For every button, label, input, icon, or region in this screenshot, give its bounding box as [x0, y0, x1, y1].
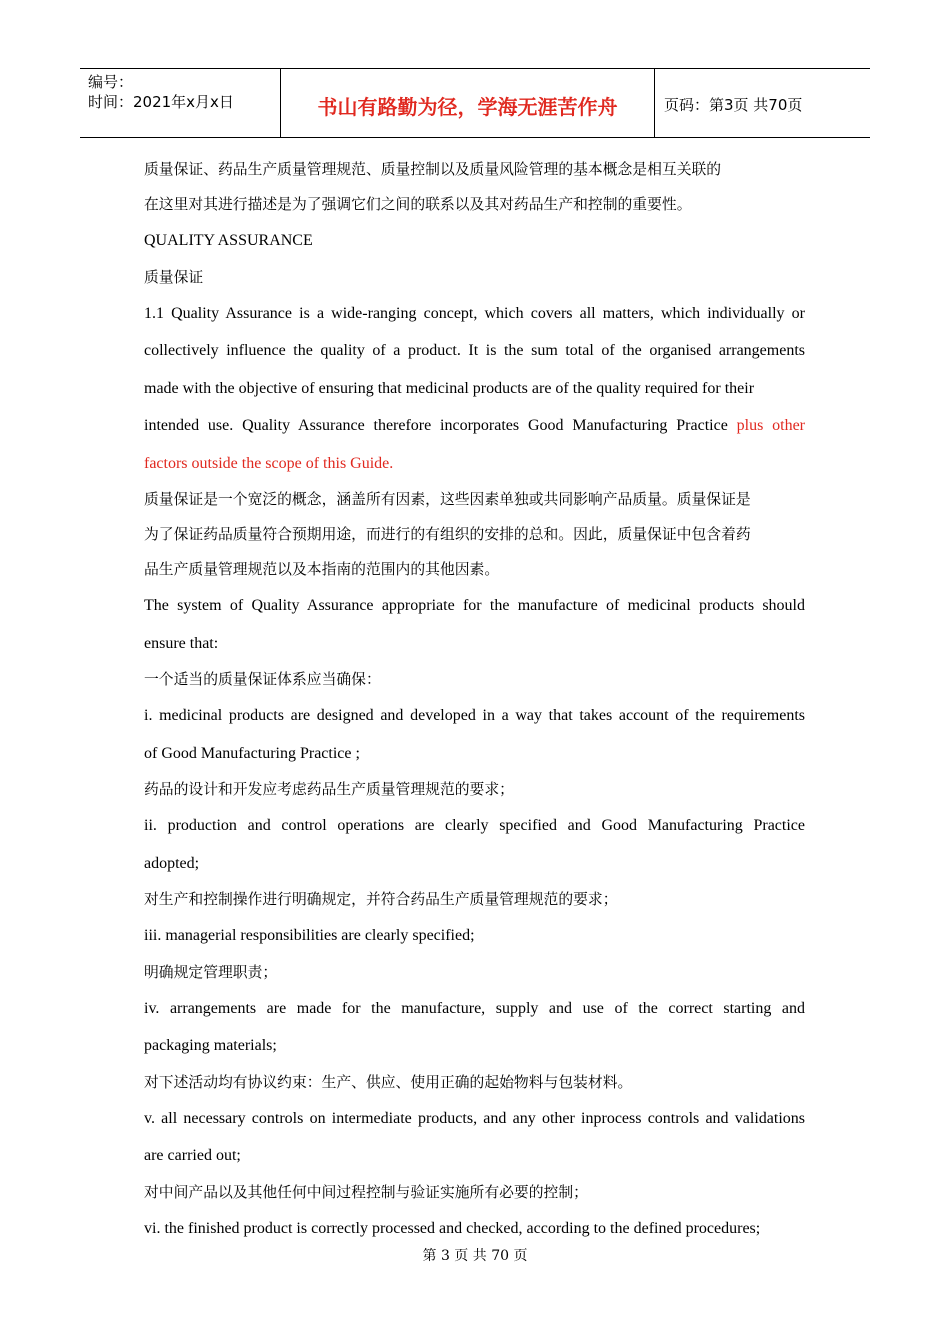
paragraph	[144, 1210, 805, 1248]
header-motto: 书山有路勤为径，学海无涯苦作舟	[317, 95, 618, 119]
page-footer: 第 3 页 共 70 页	[422, 1248, 528, 1264]
text-line: are carried out;	[144, 1147, 241, 1164]
text-line: vi. the finished product is correctly processed and checked, according to the defined procedures;	[144, 1219, 761, 1237]
header-info-cell	[80, 69, 281, 137]
document-body	[144, 152, 805, 1247]
header-page-cell	[655, 69, 870, 137]
text-line: 在这里对其进行描述是为了强调它们之间的联系以及其对药品生产和控制的重要性。	[144, 196, 692, 213]
document-number-label: 编号：	[88, 73, 134, 91]
paragraph	[144, 955, 805, 990]
paragraph	[144, 772, 805, 807]
paragraph	[144, 917, 805, 955]
text-line: The system of Quality Assurance appropriate for the manufacture of medicinal products should	[144, 597, 805, 614]
text-line: i. medicinal products are designed and developed in a way that takes account of the requirements	[144, 707, 805, 724]
text-line: packaging materials;	[144, 1037, 277, 1054]
text-line: 质量保证、药品生产质量管理规范、质量控制以及质量风险管理的基本概念是相互关联的	[144, 161, 722, 178]
paragraph	[144, 807, 805, 882]
text-line: 对生产和控制操作进行明确规定，并符合药品生产质量管理规范的要求；	[144, 891, 618, 908]
text-line: factors outside the scope of this Guide.	[144, 454, 394, 472]
paragraph	[144, 482, 805, 587]
text-line: 品生产质量管理规范以及本指南的范围内的其他因素。	[144, 561, 500, 578]
text-line: 质量保证是一个宽泛的概念，涵盖所有因素，这些因素单独或共同影响产品质量。质量保证是	[144, 491, 751, 508]
paragraph	[144, 697, 805, 772]
paragraph	[144, 445, 805, 483]
document-date: 时间：2021年x月x日	[88, 93, 234, 111]
paragraph	[144, 260, 805, 295]
text-line: 质量保证	[144, 268, 204, 286]
text-line: ii. production and control operations are clearly specified and Good Manufacturing Practice	[144, 817, 805, 834]
text-line: 一个适当的质量保证体系应当确保：	[144, 671, 381, 688]
paragraph	[144, 1175, 805, 1210]
paragraph	[144, 1100, 805, 1175]
text-line: 对中间产品以及其他任何中间过程控制与验证实施所有必要的控制；	[144, 1183, 588, 1201]
text-line: ensure that:	[144, 634, 219, 652]
paragraph	[144, 882, 805, 917]
page-header	[80, 68, 870, 138]
paragraph	[144, 662, 805, 697]
text-line: iv. arrangements are made for the manufacture, supply and use of the correct starting and	[144, 999, 805, 1017]
text-line: collectively influence the quality of a product. It is the sum total of the organised arrangements	[144, 342, 805, 359]
highlighted-text: plus other	[736, 417, 806, 434]
header-page-number: 页码：第3页 共70页	[664, 96, 803, 114]
text-span: intended use. Quality Assurance therefore incorporates Good Manufacturing Practice	[144, 417, 737, 434]
text-line: adopted;	[144, 854, 200, 872]
text-line: made with the objective of ensuring that medicinal products are of the quality required for their	[144, 379, 755, 397]
text-line: of Good Manufacturing Practice ;	[144, 744, 360, 762]
paragraph	[144, 295, 805, 408]
text-line	[144, 407, 805, 445]
text-line: 为了保证药品质量符合预期用途，而进行的有组织的安排的总和。因此，质量保证中包含着药	[144, 526, 751, 543]
paragraph	[144, 990, 805, 1065]
text-line: iii. managerial responsibilities are clearly specified;	[144, 927, 475, 944]
text-line: 明确规定管理职责；	[144, 963, 278, 981]
paragraph	[144, 587, 805, 662]
paragraph	[144, 1065, 805, 1100]
paragraph	[144, 222, 805, 260]
text-line: 对下述活动均有协议约束：生产、供应、使用正确的起始物料与包装材料。	[144, 1073, 633, 1091]
header-motto-cell	[281, 69, 655, 137]
text-line: 药品的设计和开发应考虑药品生产质量管理规范的要求；	[144, 781, 514, 798]
paragraph	[144, 152, 805, 222]
paragraph	[144, 407, 805, 445]
text-line: v. all necessary controls on intermediate products, and any other inprocess controls and validations	[144, 1109, 805, 1127]
text-line: 1.1 Quality Assurance is a wide-ranging concept, which covers all matters, which individually or	[144, 304, 805, 322]
text-line: QUALITY ASSURANCE	[144, 232, 313, 249]
